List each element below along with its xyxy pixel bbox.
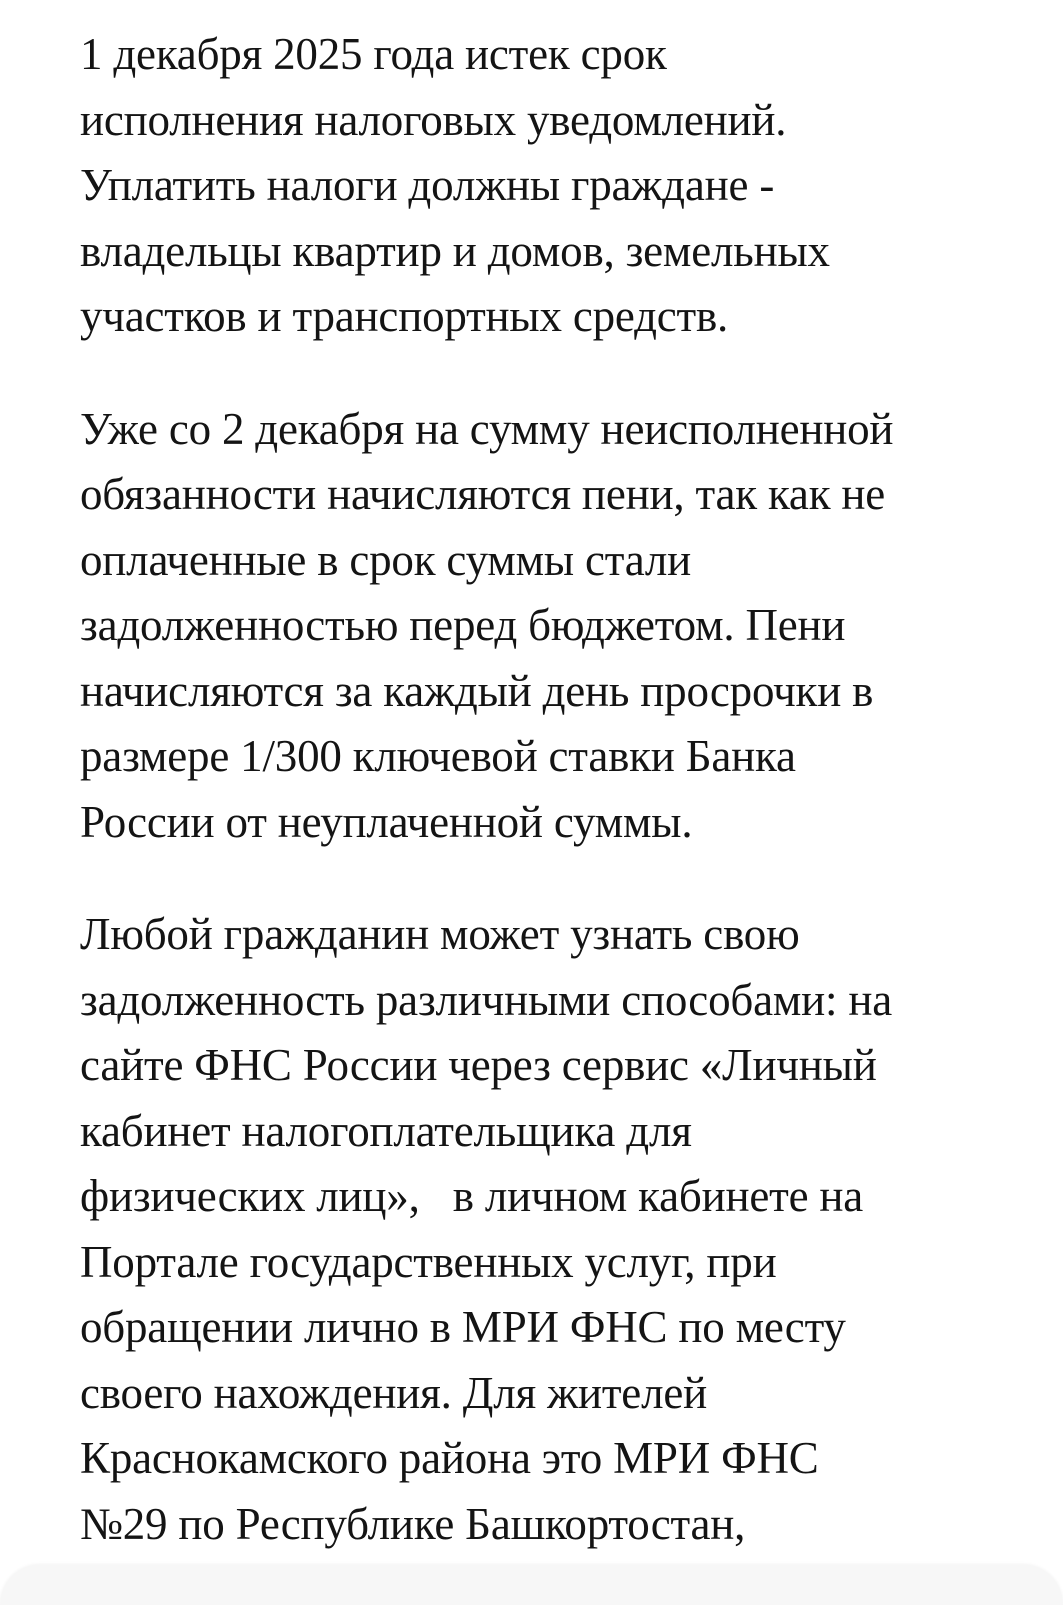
text-line: Портале государственных услуг, при (80, 1236, 777, 1287)
text-line: 1 декабря 2025 года истек срок (80, 29, 667, 79)
text-line: №29 по Республике Башкортостан, (80, 1498, 746, 1549)
article-body (80, 22, 1040, 1557)
text-line: начисляются за каждый день просрочки в (80, 665, 874, 716)
text-line: Краснокамского района это МРИ ФНС (80, 1433, 819, 1483)
text-line: Уплатить налоги должны граждане - (80, 160, 775, 210)
text-line: Уже со 2 декабря на сумму неисполненной (80, 403, 894, 454)
text-line: задолженность различными способами: на (80, 974, 893, 1025)
paragraph-penalties (80, 397, 1040, 856)
text-line: размере 1/300 ключевой ставки Банка (80, 731, 796, 781)
text-line: задолженностью перед бюджетом. Пени (80, 600, 846, 650)
text-line: своего нахождения. Для жителей (80, 1367, 707, 1418)
text-line: России от неуплаченной суммы. (80, 796, 693, 847)
text-line: оплаченные в срок суммы стали (80, 534, 692, 585)
text-line: исполнения налоговых уведомлений. (80, 94, 787, 145)
text-line: обязанности начисляются пени, так как не (80, 469, 886, 519)
paragraph-deadline (80, 22, 1040, 350)
paragraph-debt-check (80, 902, 1040, 1557)
text-line: Любой гражданин может узнать свою (80, 909, 800, 959)
text-line: участков и транспортных средств. (80, 291, 729, 341)
text-line: владельцы квартир и домов, земельных (80, 225, 830, 276)
text-line: кабинет налогоплательщика для (80, 1105, 692, 1156)
text-line: обращении лично в МРИ ФНС по месту (80, 1302, 846, 1352)
bottom-sheet-edge (0, 1565, 1063, 1605)
text-line: сайте ФНС России через сервис «Личный (80, 1040, 877, 1090)
text-line: физических лиц», в личном кабинете на (80, 1171, 864, 1221)
